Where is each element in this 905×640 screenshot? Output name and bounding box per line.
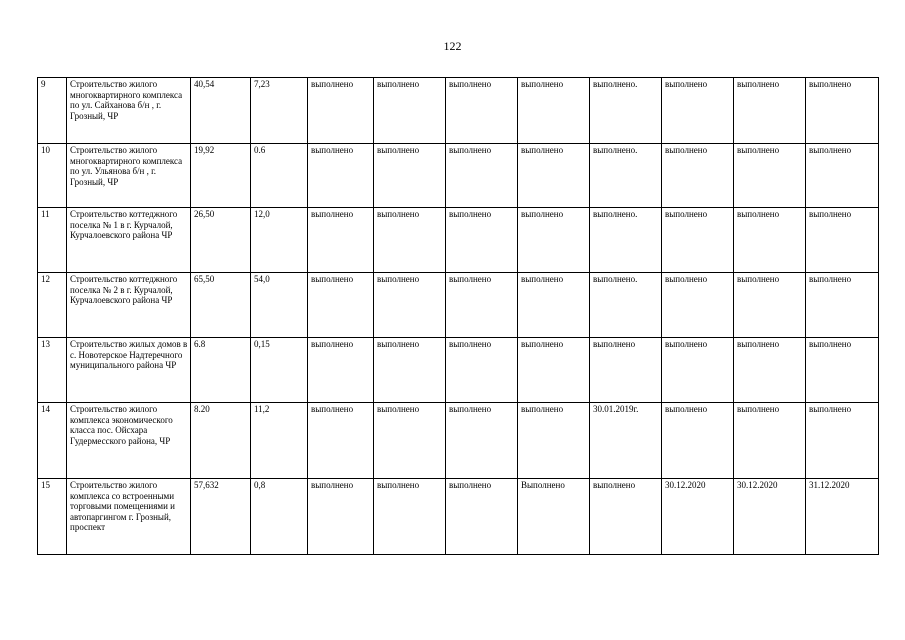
status-cell: выполнено bbox=[446, 403, 518, 479]
status-cell: выполнено bbox=[734, 78, 806, 144]
status-cell: выполнено bbox=[662, 403, 734, 479]
status-cell: выполнено bbox=[308, 273, 374, 338]
status-cell: выполнено bbox=[446, 78, 518, 144]
status-cell: выполнено bbox=[374, 208, 446, 273]
value-cell: 65,50 bbox=[191, 273, 251, 338]
status-cell: выполнено bbox=[374, 144, 446, 208]
status-cell: выполнено bbox=[662, 208, 734, 273]
status-cell: выполнено bbox=[734, 338, 806, 403]
value-cell: 0,15 bbox=[251, 338, 308, 403]
row-number-cell: 10 bbox=[38, 144, 67, 208]
status-cell: выполнено bbox=[308, 144, 374, 208]
row-number-cell: 9 bbox=[38, 78, 67, 144]
status-cell: выполнено bbox=[308, 78, 374, 144]
status-cell: выполнено bbox=[806, 78, 879, 144]
status-cell: выполнено bbox=[308, 208, 374, 273]
status-cell: выполнено bbox=[734, 273, 806, 338]
status-cell: выполнено bbox=[662, 338, 734, 403]
status-cell: выполнено bbox=[806, 338, 879, 403]
status-cell: выполнено bbox=[806, 273, 879, 338]
value-cell: 26,50 bbox=[191, 208, 251, 273]
status-cell: выполнено bbox=[374, 273, 446, 338]
status-cell: выполнено. bbox=[590, 273, 662, 338]
status-cell: выполнено bbox=[806, 208, 879, 273]
status-cell: выполнено bbox=[590, 338, 662, 403]
status-cell: выполнено bbox=[518, 338, 590, 403]
status-cell: выполнено bbox=[518, 144, 590, 208]
status-cell: выполнено bbox=[590, 479, 662, 555]
object-name-cell: Строительство жилого многоквартирного комплекса по ул. Ульянова б/н , г. Грозный, ЧР bbox=[67, 144, 191, 208]
row-number-cell: 11 bbox=[38, 208, 67, 273]
status-cell: выполнено bbox=[662, 144, 734, 208]
page-number: 122 bbox=[443, 39, 462, 53]
table-row bbox=[38, 208, 879, 273]
status-cell: выполнено bbox=[806, 403, 879, 479]
value-cell: 6.8 bbox=[191, 338, 251, 403]
object-name-cell: Строительство жилого комплекса экономического класса пос. Ойсхара Гудермесского района, ЧР bbox=[67, 403, 191, 479]
table-row bbox=[38, 144, 879, 208]
value-cell: 54,0 bbox=[251, 273, 308, 338]
table-row bbox=[38, 479, 879, 555]
status-cell: 30.01.2019г. bbox=[590, 403, 662, 479]
value-cell: 0.6 bbox=[251, 144, 308, 208]
value-cell: 40,54 bbox=[191, 78, 251, 144]
table-row bbox=[38, 338, 879, 403]
status-cell: выполнено bbox=[374, 338, 446, 403]
table-row bbox=[38, 403, 879, 479]
status-cell: выполнено bbox=[734, 208, 806, 273]
status-cell: выполнено bbox=[734, 144, 806, 208]
status-cell: выполнено. bbox=[590, 144, 662, 208]
status-cell: выполнено bbox=[308, 403, 374, 479]
status-cell: выполнено bbox=[446, 338, 518, 403]
status-cell: выполнено bbox=[518, 403, 590, 479]
status-cell: выполнено bbox=[446, 144, 518, 208]
object-name-cell: Строительство коттеджного поселка № 1 в г. Курчалой, Курчалоевского района ЧР bbox=[67, 208, 191, 273]
table-row bbox=[38, 273, 879, 338]
value-cell: 8.20 bbox=[191, 403, 251, 479]
object-name-cell: Строительство жилых домов в с. Новотерское Надтеречного муниципального района ЧР bbox=[67, 338, 191, 403]
row-number-cell: 14 bbox=[38, 403, 67, 479]
status-cell: Выполнено bbox=[518, 479, 590, 555]
status-cell: 31.12.2020 bbox=[806, 479, 879, 555]
table-row bbox=[38, 78, 879, 144]
status-cell: выполнено bbox=[806, 144, 879, 208]
object-name-cell: Строительство жилого комплекса со встроенными торговыми помещениями и автопаргингом г. Грозный, проспект bbox=[67, 479, 191, 555]
status-cell: выполнено bbox=[518, 273, 590, 338]
status-cell: выполнено bbox=[374, 479, 446, 555]
status-cell: выполнено bbox=[734, 403, 806, 479]
value-cell: 11,2 bbox=[251, 403, 308, 479]
status-cell: выполнено. bbox=[590, 78, 662, 144]
status-cell: выполнено bbox=[446, 208, 518, 273]
status-cell: выполнено bbox=[662, 273, 734, 338]
status-cell: выполнено bbox=[518, 208, 590, 273]
row-number-cell: 12 bbox=[38, 273, 67, 338]
value-cell: 7,23 bbox=[251, 78, 308, 144]
row-number-cell: 13 bbox=[38, 338, 67, 403]
status-cell: выполнено. bbox=[590, 208, 662, 273]
status-cell: выполнено bbox=[374, 78, 446, 144]
status-cell: 30.12.2020 bbox=[734, 479, 806, 555]
row-number-cell: 15 bbox=[38, 479, 67, 555]
object-name-cell: Строительство жилого многоквартирного комплекса по ул. Сайханова б/н , г. Грозный, ЧР bbox=[67, 78, 191, 144]
status-cell: выполнено bbox=[374, 403, 446, 479]
status-cell: выполнено bbox=[662, 78, 734, 144]
value-cell: 57,632 bbox=[191, 479, 251, 555]
status-cell: выполнено bbox=[518, 78, 590, 144]
status-cell: 30.12.2020 bbox=[662, 479, 734, 555]
status-cell: выполнено bbox=[308, 338, 374, 403]
value-cell: 0,8 bbox=[251, 479, 308, 555]
status-cell: выполнено bbox=[446, 479, 518, 555]
status-cell: выполнено bbox=[446, 273, 518, 338]
object-name-cell: Строительство коттеджного поселка № 2 в г. Курчалой, Курчалоевского района ЧР bbox=[67, 273, 191, 338]
value-cell: 19,92 bbox=[191, 144, 251, 208]
status-cell: выполнено bbox=[308, 479, 374, 555]
progress-table bbox=[37, 77, 879, 555]
value-cell: 12,0 bbox=[251, 208, 308, 273]
